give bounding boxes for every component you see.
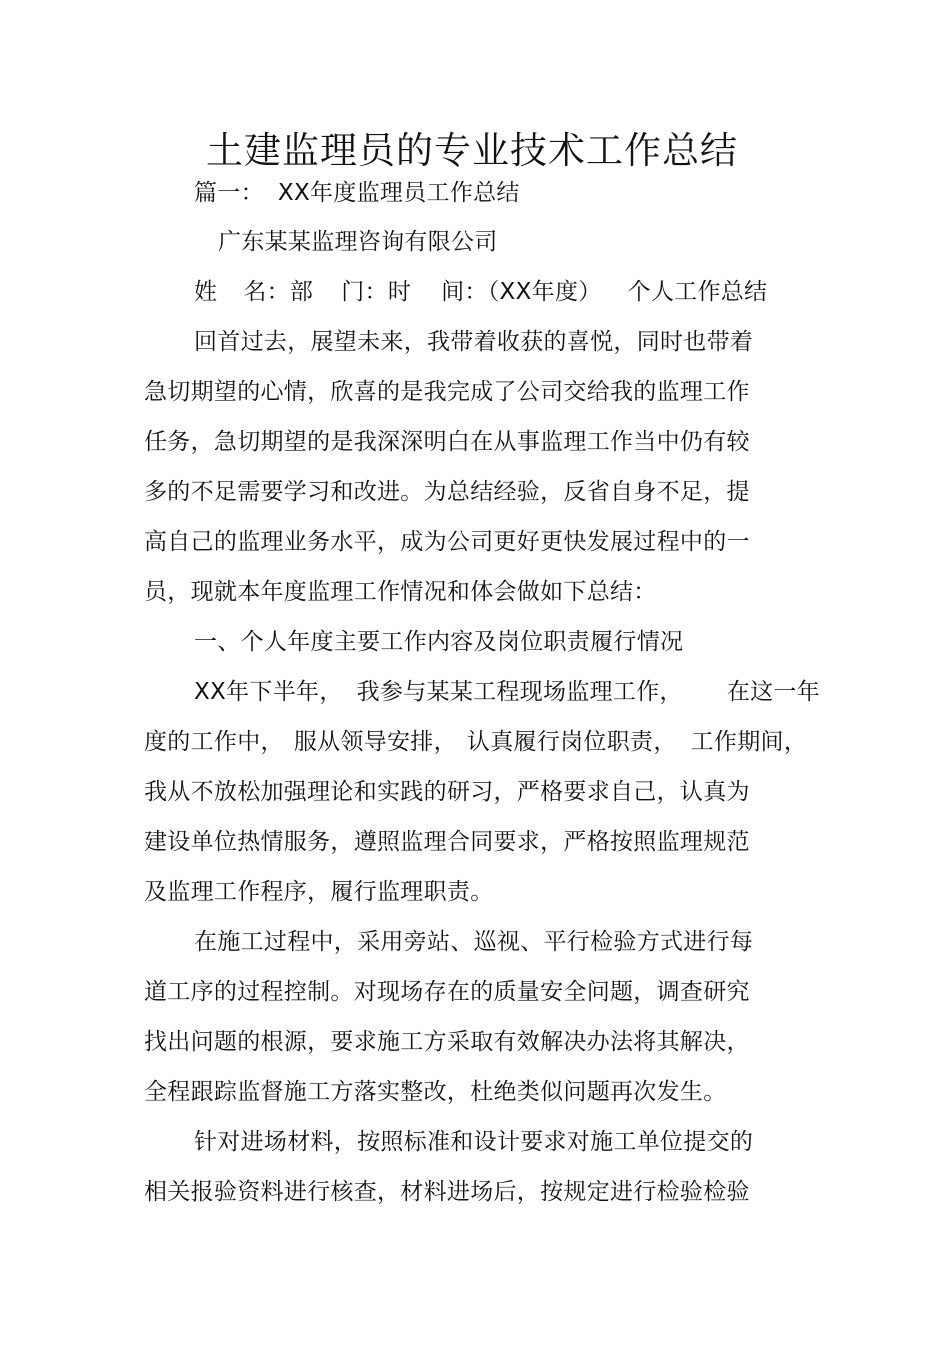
paragraph-line: 我从不放松加强理论和实践的研习，严格要求自己，认真为 bbox=[144, 779, 750, 805]
text-run: 我参与某某工程现场监理工作， bbox=[356, 679, 683, 705]
paragraph-line: 道工序的过程控制。对现场存在的质量安全问题，调查研究 bbox=[144, 979, 750, 1005]
paragraph-line: 相关报验资料进行核查，材料进场后，按规定进行检验检验 bbox=[144, 1179, 750, 1205]
paragraph-line: 高自己的监理业务水平，成为公司更好更快发展过程中的一 bbox=[144, 529, 750, 555]
subsection-heading: 一、个人年度主要工作内容及岗位职责履行情况 bbox=[194, 629, 684, 655]
text-run: 在这一年 bbox=[726, 679, 821, 705]
paragraph-line: 建设单位热情服务，遵照监理合同要求，严格按照监理规范 bbox=[144, 829, 750, 855]
paragraph-line: 任务，急切期望的是我深深明白在从事监理工作当中仍有较 bbox=[144, 429, 750, 455]
text-run: 工作期间， bbox=[690, 729, 808, 755]
paragraph-line: 及监理工作程序，履行监理职责。 bbox=[144, 879, 494, 905]
document-title: 土建监理员的专业技术工作总结 bbox=[206, 129, 738, 172]
text-run: 认真履行岗位职责， bbox=[466, 729, 677, 755]
text-run: 度的工作中， bbox=[144, 729, 284, 755]
paragraph-line: 全程跟踪监督施工方落实整改，杜绝类似问题再次发生。 bbox=[144, 1079, 727, 1105]
text-run: 服从领导安排， bbox=[293, 729, 457, 755]
paragraph-line: 员，现就本年度监理工作情况和体会做如下总结： bbox=[144, 579, 657, 605]
paragraph-line: 急切期望的心情，欣喜的是我完成了公司交给我的监理工作 bbox=[144, 379, 750, 405]
text-run: XX年下半年， bbox=[194, 679, 343, 705]
company-name: 广东某某监理咨询有限公司 bbox=[218, 229, 498, 255]
section-label: 篇一： bbox=[194, 180, 264, 206]
paragraph-line: 在施工过程中，采用旁站、巡视、平行检验方式进行每 bbox=[194, 929, 754, 955]
paragraph-line: 找出问题的根源，要求施工方采取有效解决办法将其解决， bbox=[144, 1029, 750, 1055]
paragraph-line bbox=[194, 677, 820, 707]
section-title: XX年度监理员工作总结 bbox=[277, 180, 520, 206]
meta-dept-label: 门：时 bbox=[341, 279, 412, 305]
section-heading bbox=[194, 178, 520, 208]
paragraph-line: 回首过去，展望未来，我带着收获的喜悦，同时也带着 bbox=[194, 329, 754, 355]
paragraph-line bbox=[144, 727, 807, 757]
paragraph-line: 多的不足需要学习和改进。为总结经验，反省自身不足，提 bbox=[144, 479, 750, 505]
meta-line bbox=[194, 277, 767, 307]
meta-time-label: 间：（XX年度） bbox=[441, 279, 602, 305]
paragraph-line: 针对进场材料，按照标准和设计要求对施工单位提交的 bbox=[194, 1129, 754, 1155]
meta-summary-label: 个人工作总结 bbox=[627, 279, 768, 305]
meta-name-label: 姓 bbox=[194, 279, 218, 305]
meta-name-label-2: 名：部 bbox=[243, 279, 314, 305]
